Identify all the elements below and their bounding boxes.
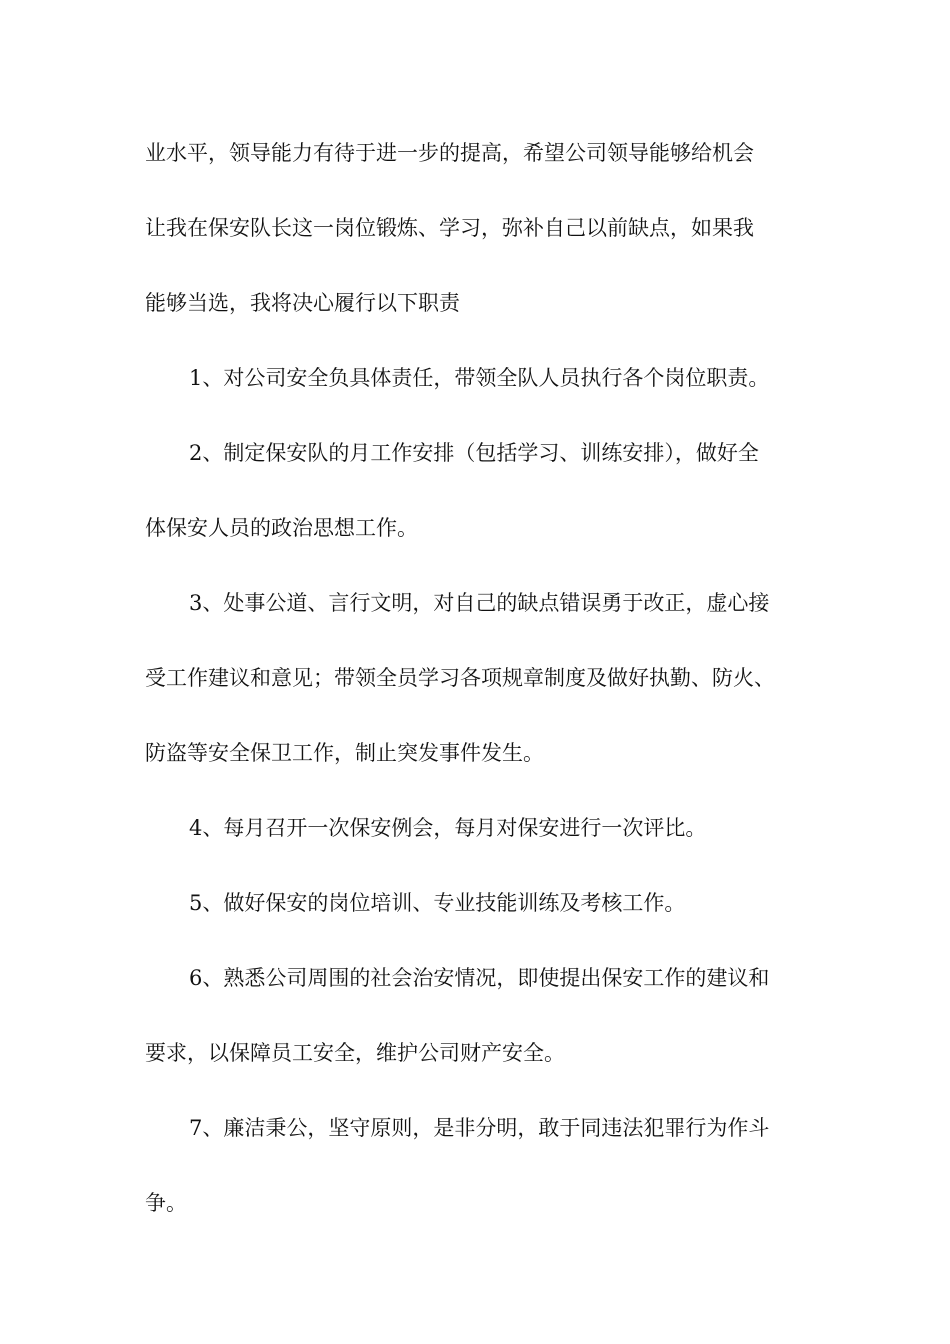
duty-item-4: 4、每月召开一次保安例会，每月对保安进行一次评比。 — [189, 816, 707, 840]
duty-item-6: 6、熟悉公司周围的社会治安情况，即使提出保安工作的建议和 — [189, 966, 770, 990]
duty-item-3: 3、处事公道、言行文明，对自己的缺点错误勇于改正，虚心接 — [189, 591, 770, 615]
duty-item-7: 7、廉洁秉公，坚守原则，是非分明，敢于同违法犯罪行为作斗 — [189, 1116, 770, 1140]
text-line: 能够当选，我将决心履行以下职责 — [145, 291, 460, 315]
text-line: 防盗等安全保卫工作，制止突发事件发生。 — [145, 741, 544, 765]
duty-item-1: 1、对公司安全负具体责任，带领全队人员执行各个岗位职责。 — [189, 366, 770, 390]
text-line: 争。 — [145, 1191, 187, 1215]
text-line: 让我在保安队长这一岗位锻炼、学习，弥补自己以前缺点，如果我 — [145, 216, 754, 240]
text-line: 受工作建议和意见；带领全员学习各项规章制度及做好执勤、防火、 — [145, 666, 775, 690]
duty-item-5: 5、做好保安的岗位培训、专业技能训练及考核工作。 — [189, 891, 686, 915]
duty-item-2: 2、制定保安队的月工作安排（包括学习、训练安排），做好全 — [189, 441, 759, 465]
document-body — [145, 130, 815, 1255]
text-line: 业水平，领导能力有待于进一步的提高，希望公司领导能够给机会 — [145, 141, 754, 165]
text-line: 要求，以保障员工安全，维护公司财产安全。 — [145, 1041, 565, 1065]
text-line: 体保安人员的政治思想工作。 — [145, 516, 418, 540]
